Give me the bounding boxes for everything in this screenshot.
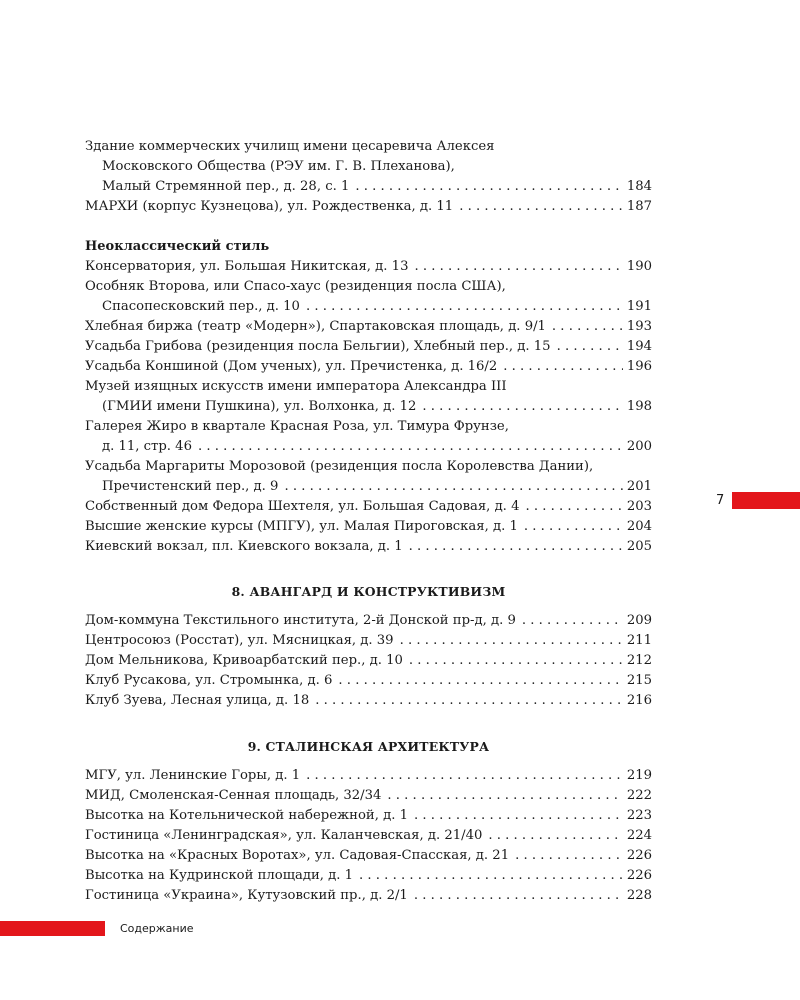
dot-leader <box>503 357 623 377</box>
footer-section-label: Содержание <box>120 922 194 935</box>
toc-entry <box>85 377 652 417</box>
toc-entry-page: 184 <box>626 179 652 194</box>
toc-entry-row <box>85 437 652 457</box>
dot-leader <box>515 846 623 866</box>
toc-entry-row <box>85 846 652 866</box>
toc-entry-row <box>85 671 652 691</box>
toc-entry <box>85 886 652 906</box>
toc-entry <box>85 631 652 651</box>
toc-entry-page: 205 <box>626 539 652 554</box>
toc-entry-page: 196 <box>626 359 652 374</box>
toc-entry-page: 223 <box>626 808 652 823</box>
toc-entry-page: 190 <box>626 259 652 274</box>
toc-entry <box>85 137 652 197</box>
dot-leader <box>422 397 622 417</box>
dot-leader <box>414 886 623 906</box>
dot-leader <box>522 611 623 631</box>
dot-leader <box>525 497 622 517</box>
toc-group-top <box>85 137 652 217</box>
toc-entry-line: Галерея Жиро в квартале Красная Роза, ул. Тимура Фрунзе, <box>85 419 509 434</box>
toc-entry-row <box>85 197 652 217</box>
toc-entry-title: Малый Стремянной пер., д. 28, с. 1 <box>102 179 350 194</box>
toc-entry-row <box>85 337 652 357</box>
toc-entry-page: 211 <box>626 633 652 648</box>
dot-leader <box>414 806 623 826</box>
toc-entry-page: 216 <box>626 693 652 708</box>
toc-entry-title: Центросоюз (Росстат), ул. Мясницкая, д. 39 <box>85 633 394 648</box>
toc-entry-line: Московского Общества (РЭУ им. Г. В. Плеханова), <box>102 159 455 174</box>
toc-entry-title: Усадьба Коншиной (Дом ученых), ул. Пречистенка, д. 16/2 <box>85 359 498 374</box>
dot-leader <box>306 766 623 786</box>
dot-leader <box>315 691 623 711</box>
toc-entry-row <box>85 297 652 317</box>
toc-entry-title: Хлебная биржа (театр «Модерн»), Спартаковская площадь, д. 9/1 <box>85 319 546 334</box>
toc-entry-page: 224 <box>626 828 652 843</box>
toc-entry-page: 222 <box>626 788 652 803</box>
toc-entry-title: Высотка на Кудринской площади, д. 1 <box>85 868 354 883</box>
toc-entry-page: 200 <box>626 439 652 454</box>
toc-entry-title: Консерватория, ул. Большая Никитская, д. 13 <box>85 259 409 274</box>
dot-leader <box>524 517 623 537</box>
toc-entry-line: Особняк Второва, или Спасо-хаус (резиденция посла США), <box>85 279 506 294</box>
toc-entry-row <box>85 611 652 631</box>
page-tab-marker <box>732 492 800 509</box>
toc-entry-page: 226 <box>626 868 652 883</box>
toc-entry-title: Гостиница «Ленинградская», ул. Каланчевская, д. 21/40 <box>85 828 483 843</box>
toc-entry-row <box>85 317 652 337</box>
chapter-title-8: 8. АВАНГАРД И КОНСТРУКТИВИЗМ <box>231 584 506 599</box>
toc-entry-row <box>85 826 652 846</box>
toc-entry-row <box>85 397 652 417</box>
toc-entry-row <box>85 477 652 497</box>
toc-entry <box>85 866 652 886</box>
toc-entry <box>85 826 652 846</box>
toc-entry-title: Клуб Русакова, ул. Стромынка, д. 6 <box>85 673 333 688</box>
dot-leader <box>338 671 622 691</box>
toc-entry <box>85 691 652 711</box>
toc-entry-title: МАРХИ (корпус Кузнецова), ул. Рождественка, д. 11 <box>85 199 454 214</box>
toc-group-chapter-8 <box>85 611 652 711</box>
toc-entry <box>85 197 652 217</box>
toc-entry <box>85 417 652 457</box>
table-of-contents <box>85 137 652 906</box>
toc-entry-title: Клуб Зуева, Лесная улица, д. 18 <box>85 693 310 708</box>
toc-entry-page: 201 <box>626 479 652 494</box>
toc-entry <box>85 497 652 517</box>
toc-entry <box>85 786 652 806</box>
toc-entry-title: д. 11, стр. 46 <box>102 439 192 454</box>
toc-group-chapter-9 <box>85 766 652 906</box>
dot-leader <box>409 537 623 557</box>
dot-leader <box>557 337 623 357</box>
toc-entry-page: 194 <box>626 339 652 354</box>
toc-entry-row <box>85 631 652 651</box>
toc-entry <box>85 846 652 866</box>
toc-entry-page: 198 <box>626 399 652 414</box>
toc-entry <box>85 517 652 537</box>
toc-entry-title: Спасопесковский пер., д. 10 <box>102 299 300 314</box>
toc-entry <box>85 337 652 357</box>
toc-entry-row <box>85 517 652 537</box>
toc-entry-row <box>85 537 652 557</box>
toc-entry-title: Высшие женские курсы (МПГУ), ул. Малая Пироговская, д. 1 <box>85 519 518 534</box>
dot-leader <box>198 437 623 457</box>
toc-group-neoclassic <box>85 257 652 557</box>
toc-entry-title: (ГМИИ имени Пушкина), ул. Волхонка, д. 12 <box>102 399 417 414</box>
toc-entry-title: МИД, Смоленская-Сенная площадь, 32/34 <box>85 788 382 803</box>
toc-entry-page: 215 <box>626 673 652 688</box>
toc-entry-row <box>85 497 652 517</box>
toc-entry-title: Дом-коммуна Текстильного института, 2-й Донской пр-д, д. 9 <box>85 613 516 628</box>
toc-entry <box>85 806 652 826</box>
toc-entry-row <box>85 257 652 277</box>
toc-entry <box>85 766 652 786</box>
toc-entry <box>85 651 652 671</box>
toc-entry-row <box>85 786 652 806</box>
toc-entry-row <box>85 651 652 671</box>
toc-entry-title: Собственный дом Федора Шехтеля, ул. Большая Садовая, д. 4 <box>85 499 520 514</box>
toc-entry <box>85 277 652 317</box>
toc-entry-title: МГУ, ул. Ленинские Горы, д. 1 <box>85 768 301 783</box>
toc-entry-title: Гостиница «Украина», Кутузовский пр., д. 2/1 <box>85 888 408 903</box>
toc-entry-title: Высотка на «Красных Воротах», ул. Садовая-Спасская, д. 21 <box>85 848 510 863</box>
footer-marker <box>0 921 105 936</box>
toc-entry-page: 226 <box>626 848 652 863</box>
page-number: 7 <box>716 493 725 508</box>
toc-entry <box>85 671 652 691</box>
section-heading-neoclassic: Неоклассический стиль <box>85 239 270 254</box>
dot-leader <box>414 257 622 277</box>
toc-entry-row <box>85 766 652 786</box>
toc-entry <box>85 317 652 337</box>
toc-entry-page: 209 <box>626 613 652 628</box>
toc-entry-page: 212 <box>626 653 652 668</box>
toc-entry-title: Киевский вокзал, пл. Киевского вокзала, д. 1 <box>85 539 403 554</box>
toc-entry-page: 219 <box>626 768 652 783</box>
toc-entry <box>85 257 652 277</box>
toc-entry-row <box>85 177 652 197</box>
dot-leader <box>355 177 622 197</box>
dot-leader <box>359 866 623 886</box>
toc-entry-page: 187 <box>626 199 652 214</box>
toc-entry-row <box>85 866 652 886</box>
dot-leader <box>552 317 623 337</box>
toc-entry-title: Пречистенский пер., д. 9 <box>102 479 279 494</box>
toc-entry-title: Дом Мельникова, Кривоарбатский пер., д. 10 <box>85 653 403 668</box>
toc-entry-page: 228 <box>626 888 652 903</box>
toc-entry-page: 203 <box>626 499 652 514</box>
toc-entry-title: Высотка на Котельнической набережной, д. 1 <box>85 808 408 823</box>
toc-entry-page: 204 <box>626 519 652 534</box>
dot-leader <box>387 786 622 806</box>
dot-leader <box>284 477 622 497</box>
toc-entry-row <box>85 886 652 906</box>
dot-leader <box>400 631 623 651</box>
toc-entry-line: Усадьба Маргариты Морозовой (резиденция посла Королевства Дании), <box>85 459 594 474</box>
toc-entry <box>85 457 652 497</box>
toc-entry <box>85 611 652 631</box>
dot-leader <box>459 197 623 217</box>
dot-leader <box>409 651 623 671</box>
toc-entry-page: 191 <box>626 299 652 314</box>
toc-entry-row <box>85 357 652 377</box>
toc-entry-row <box>85 806 652 826</box>
dot-leader <box>306 297 623 317</box>
toc-entry <box>85 537 652 557</box>
toc-entry-line: Здание коммерческих училищ имени цесаревича Алексея <box>85 139 495 154</box>
toc-entry <box>85 357 652 377</box>
toc-entry-row <box>85 691 652 711</box>
chapter-title-9: 9. СТАЛИНСКАЯ АРХИТЕКТУРА <box>247 739 490 754</box>
toc-entry-title: Усадьба Грибова (резиденция посла Бельгии), Хлебный пер., д. 15 <box>85 339 551 354</box>
toc-entry-page: 193 <box>626 319 652 334</box>
dot-leader <box>488 826 622 846</box>
toc-entry-line: Музей изящных искусств имени императора Александра III <box>85 379 507 394</box>
